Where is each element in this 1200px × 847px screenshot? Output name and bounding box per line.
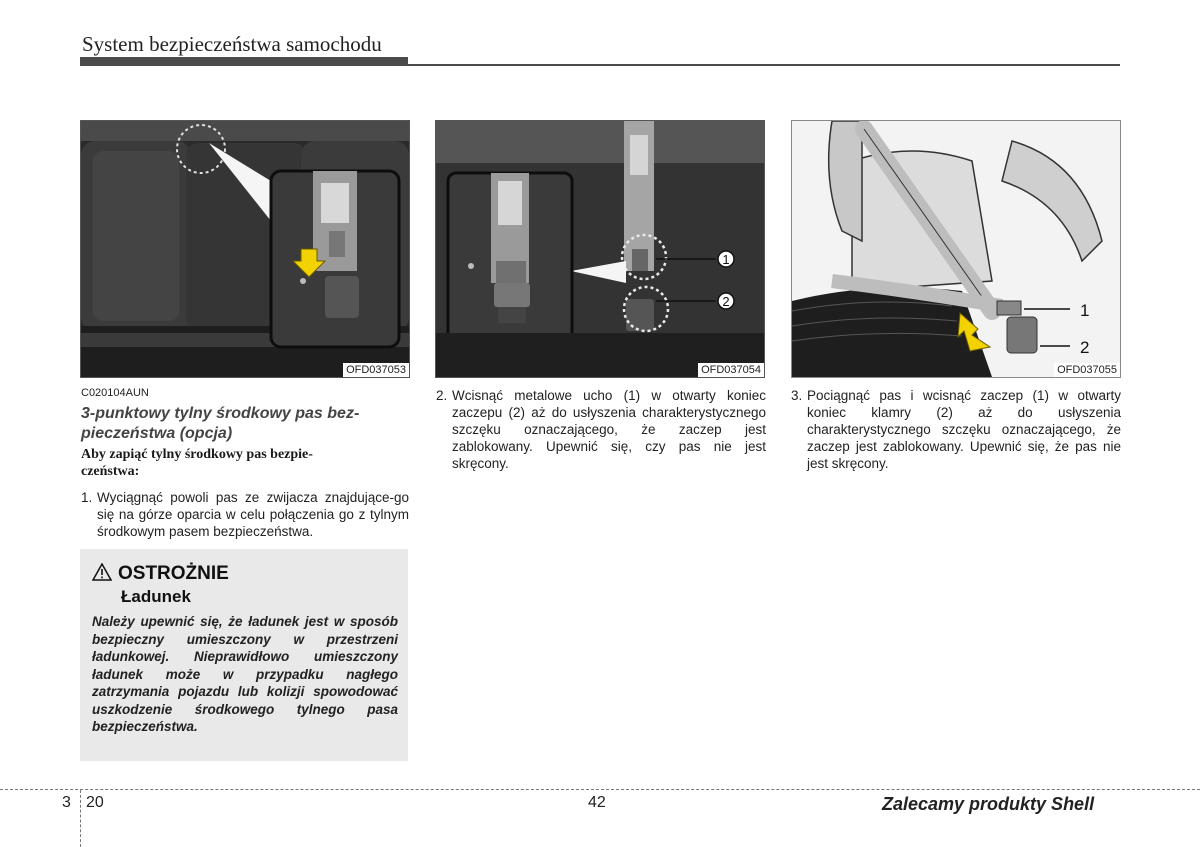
- passenger-illustration: [792, 121, 1120, 377]
- section-heading: [81, 404, 411, 444]
- instruction-subheading: [81, 446, 401, 480]
- caution-title-row: [92, 563, 229, 587]
- step-number: 2.: [436, 388, 448, 403]
- footer-page-number: 42: [588, 794, 606, 811]
- section-title: System bezpieczeństwa samochodu: [82, 32, 382, 56]
- figure-code: OFD037055: [1054, 363, 1120, 377]
- figure-passenger-fastening: [791, 120, 1121, 378]
- callout-2: 2: [722, 294, 730, 309]
- footer-chapter-page: 20: [86, 794, 104, 811]
- heading-line-1: 3-punktowy tylny środkowy pas bez-: [81, 405, 360, 422]
- heading-line-2: pieczeństwa (opcja): [81, 425, 233, 442]
- step-3: [791, 387, 1121, 472]
- caution-subtitle: Ładunek: [121, 587, 191, 606]
- step-text: Pociągnąć pas i wcisnąć zaczep (1) w otwarty koniec klamry (2) aż do usłyszenia charakterystycznego szczęku oznaczającego, że zaczep jest zablokowany. Upewnić się, że pas nie jest skręcony.: [807, 388, 1121, 471]
- step-1: [81, 489, 409, 540]
- figure-code: OFD037054: [698, 363, 764, 377]
- subheading-line-1: Aby zapiąć tylny środkowy pas bezpie-: [81, 447, 313, 462]
- warning-triangle-icon: [92, 563, 112, 587]
- caution-box: [80, 549, 408, 761]
- subheading-line-2: czeństwa:: [81, 464, 140, 479]
- figure-buckle-detail: [435, 120, 765, 378]
- buckle-illustration: [436, 121, 764, 377]
- figure-rear-seat-overview: [80, 120, 410, 378]
- title-rule: [80, 64, 1120, 66]
- callout-2: 2: [1080, 338, 1090, 357]
- figure-code: OFD037053: [343, 363, 409, 377]
- step-text: Wyciągnąć powoli pas ze zwijacza znajdujące-go się na górze oparcia w celu połączenia go z tylnym środkowym pasem bezpieczeństwa.: [97, 490, 409, 539]
- caution-title: OSTROŻNIE: [118, 563, 229, 584]
- step-2: [436, 387, 766, 472]
- footer-divider: [80, 790, 81, 847]
- section-code: C020104AUN: [81, 387, 149, 399]
- step-number: 3.: [791, 388, 803, 403]
- caution-body: Należy upewnić się, że ładunek jest w sposób bezpieczny umieszczony w przestrzeni ładunkowej. Nieprawidłowo umieszczony ładunek może w przypadku nagłego zatrzymania pojazdu lub kolizji spowodować uszkodzenie środkowego tylnego pasa bezpieczeństwa.: [92, 614, 398, 734]
- step-number: 1.: [81, 490, 93, 505]
- footer-chapter-number: 3: [62, 794, 71, 811]
- callout-1: 1: [722, 252, 730, 267]
- callout-1: 1: [1080, 301, 1090, 320]
- step-text: Wcisnąć metalowe ucho (1) w otwarty koniec zaczepu (2) aż do usłyszenia charakterystycznego szczęku oznaczającego, że zaczep jest zablokowany. Upewnić się, czy pas nie jest skręcony.: [452, 388, 766, 471]
- footer-rule: [0, 789, 1200, 790]
- footer-promo-text: Zalecamy produkty Shell: [882, 794, 1095, 814]
- rear-seat-illustration: [81, 121, 409, 377]
